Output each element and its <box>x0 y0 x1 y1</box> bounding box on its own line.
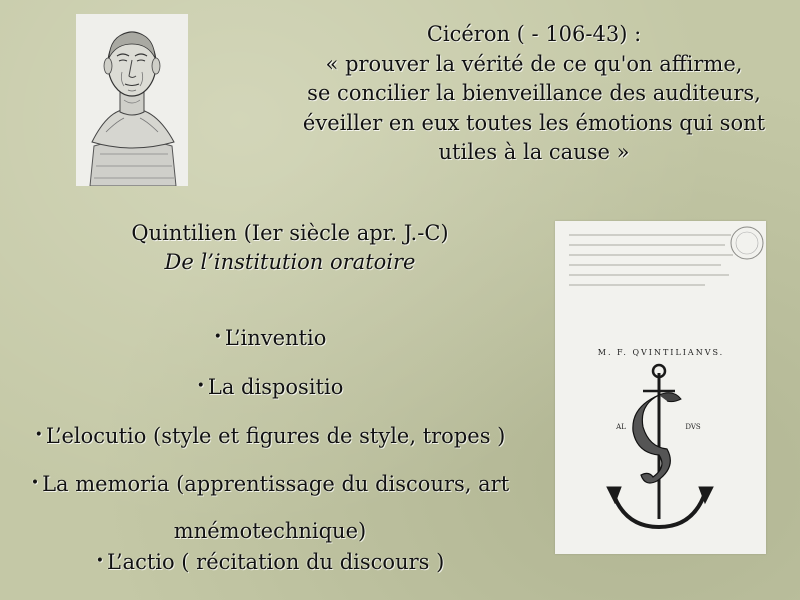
list-item-text: La dispositio <box>207 375 344 399</box>
bullet-icon: • <box>34 427 43 443</box>
bullet-icon: • <box>213 329 222 345</box>
quintilian-heading: Quintilien (Ier siècle apr. J.-C) <box>131 221 449 245</box>
bullet-icon: • <box>30 475 40 491</box>
cicero-heading: Cicéron ( - 106-43) : <box>426 22 642 46</box>
list-item-text: L’elocutio (style et figures de style, tropes ) <box>45 424 506 448</box>
cicero-quote-line: « prouver la vérité de ce qu'on affirme, <box>325 51 743 76</box>
list-item <box>0 362 540 411</box>
cicero-quote-line: éveiller en eux toutes les émotions qui sont <box>302 110 766 135</box>
quintilian-book-image <box>555 221 766 554</box>
list-item <box>0 547 540 576</box>
book-title-text: M. F. QVINTILIANVS. <box>597 348 725 357</box>
list-item <box>0 411 540 460</box>
cicero-quote-line: utiles à la cause » <box>438 140 630 164</box>
quintilian-work-title: De l’institution oratoire <box>164 250 416 274</box>
list-item-text: L’inventio <box>224 326 327 350</box>
list-item <box>0 313 540 362</box>
book-anchor-icon <box>555 221 766 554</box>
list-item <box>0 460 540 555</box>
book-motto-left: AL <box>616 423 626 431</box>
cicero-bust-icon <box>76 14 188 186</box>
book-motto-right: DVS <box>685 423 701 431</box>
rhetoric-parts-list <box>0 313 540 576</box>
cicero-quote-line: se concilier la bienveillance des auditeurs, <box>307 81 761 105</box>
list-item-text: La memoria (apprentissage du discours, art mnémotechnique) <box>42 472 510 543</box>
cicero-quote <box>268 20 800 168</box>
quintilian-header <box>50 219 530 277</box>
bullet-icon: • <box>196 378 205 394</box>
bullet-icon: • <box>95 553 104 569</box>
cicero-bust-image <box>76 14 188 186</box>
list-item-text: L’actio ( récitation du discours ) <box>106 550 445 574</box>
